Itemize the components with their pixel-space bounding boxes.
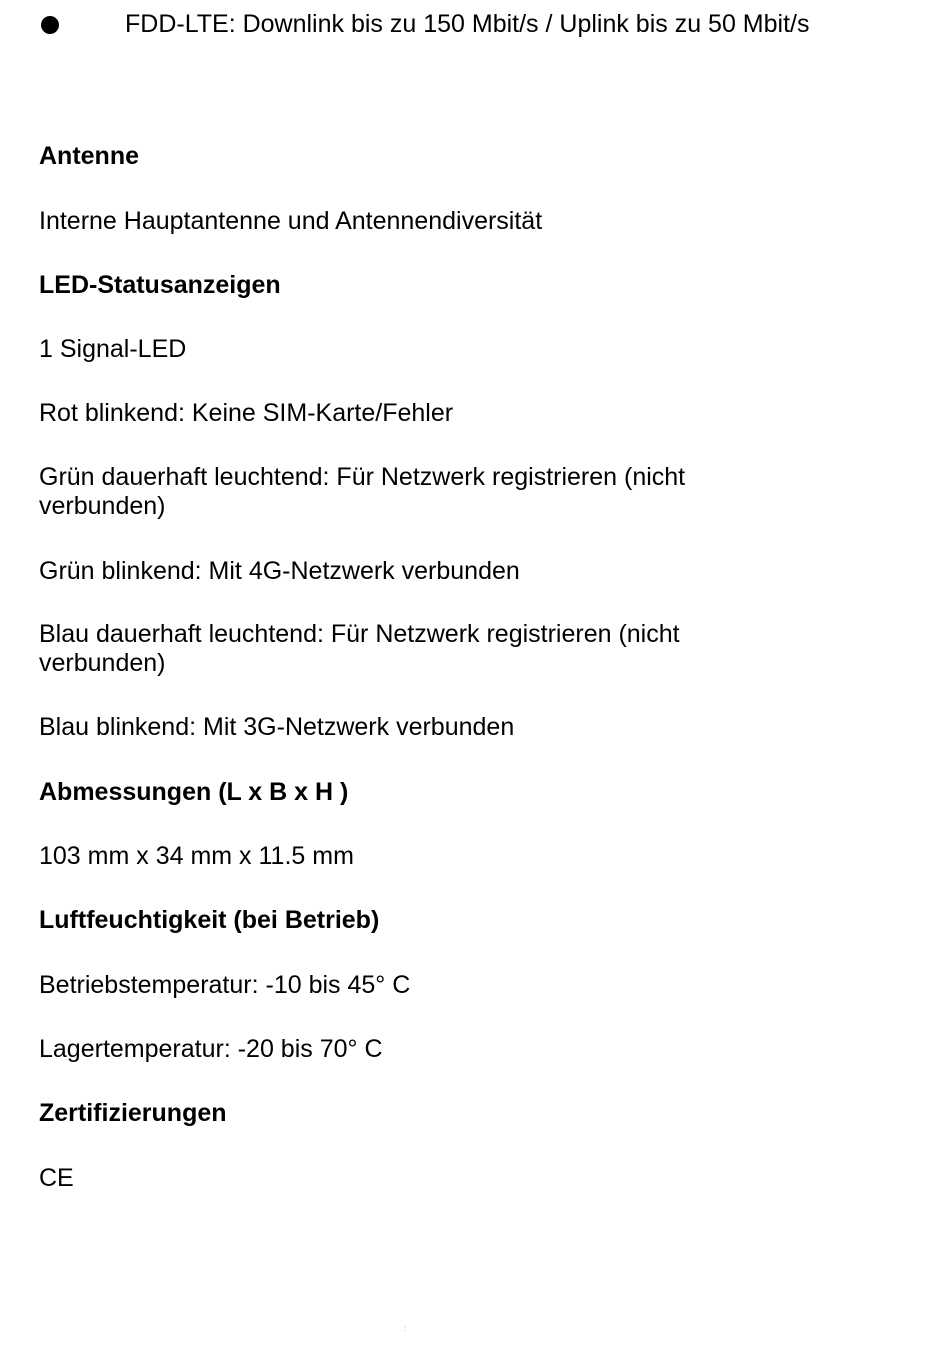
certifications-heading: Zertifizierungen xyxy=(39,1099,227,1127)
led-item: Blau blinkend: Mit 3G-Netzwerk verbunden xyxy=(39,713,515,741)
temperature-item: Betriebstemperatur: -10 bis 45° C xyxy=(39,971,411,999)
led-item: Grün blinkend: Mit 4G-Netzwerk verbunden xyxy=(39,557,520,585)
footer-mark: : xyxy=(404,1324,407,1333)
antenna-heading: Antenne xyxy=(39,142,139,170)
led-item: Blau dauerhaft leuchtend: Für Netzwerk registrieren (nicht verbunden) xyxy=(39,620,680,677)
certifications-text: CE xyxy=(39,1164,74,1192)
led-heading: LED-Statusanzeigen xyxy=(39,271,281,299)
lte-speed-bullet: FDD-LTE: Downlink bis zu 150 Mbit/s / Uplink bis zu 50 Mbit/s xyxy=(125,10,810,38)
led-item: 1 Signal-LED xyxy=(39,335,187,363)
antenna-text: Interne Hauptantenne und Antennendiversität xyxy=(39,207,543,235)
dimensions-text: 103 mm x 34 mm x 11.5 mm xyxy=(39,842,354,870)
led-item: Rot blinkend: Keine SIM-Karte/Fehler xyxy=(39,399,454,427)
humidity-heading: Luftfeuchtigkeit (bei Betrieb) xyxy=(39,906,380,934)
dimensions-heading: Abmessungen (L x B x H ) xyxy=(39,778,349,806)
temperature-item: Lagertemperatur: -20 bis 70° C xyxy=(39,1035,383,1063)
led-item: Grün dauerhaft leuchtend: Für Netzwerk registrieren (nicht verbunden) xyxy=(39,463,686,520)
bullet-dot-icon xyxy=(41,16,59,34)
